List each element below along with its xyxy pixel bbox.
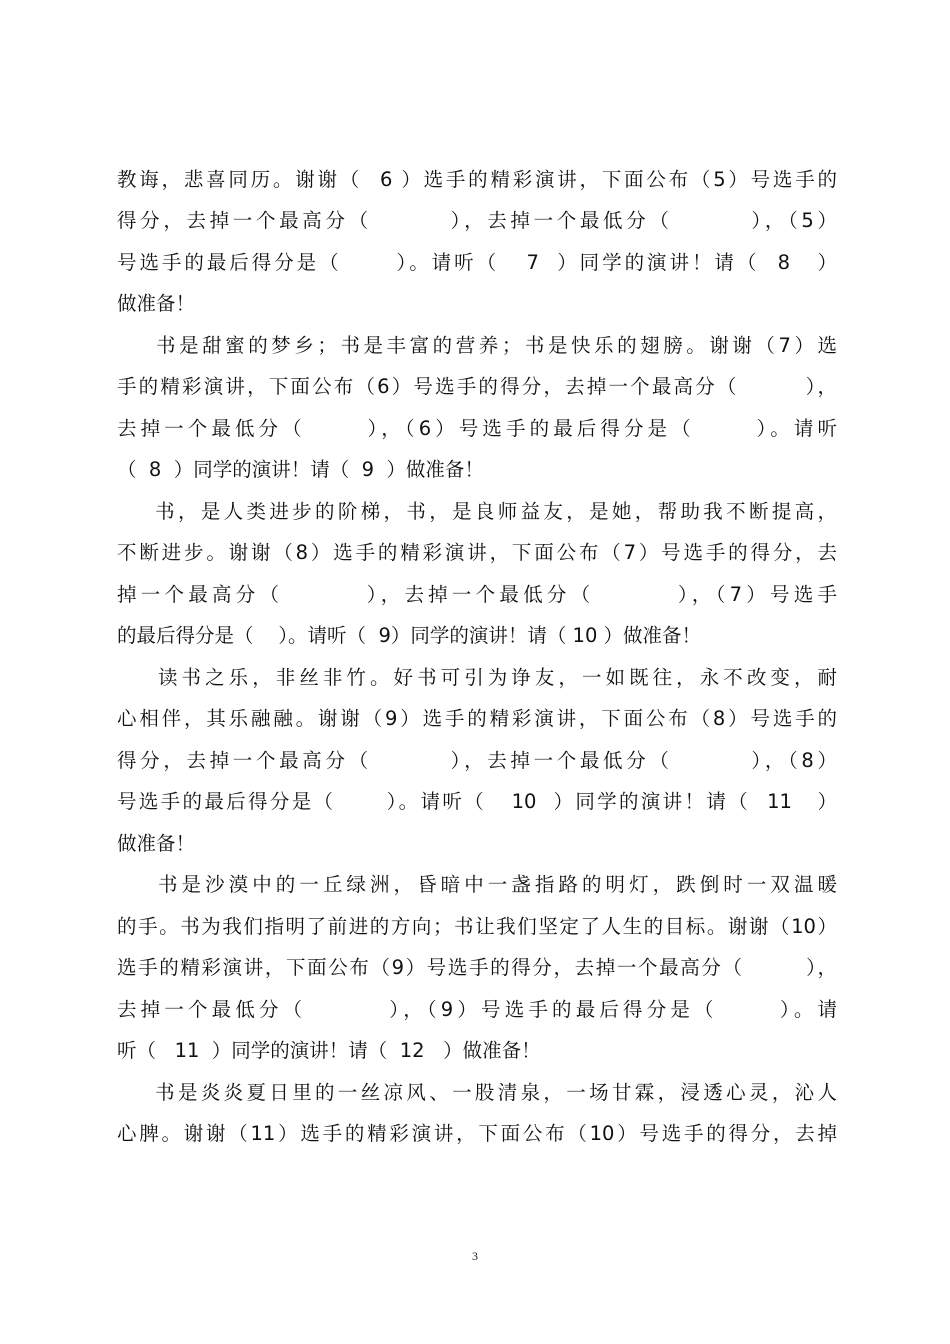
text-line: 做准备！	[117, 292, 196, 315]
text-line: 做准备！	[117, 832, 196, 855]
text-line: 号选手的最后得分是（ ）。请听（ 7 ）同学的演讲！请（ 8 ）	[117, 251, 837, 274]
text-line: 去掉一个最低分（ ），（9）号选手的最后得分是（ ）。请	[117, 998, 837, 1021]
text-line: 掉一个最高分（ ），去掉一个最低分（ ），（7）号选手	[117, 583, 837, 606]
text-line: 的最后得分是（ ）。请听（ 9）同学的演讲！请（ 10 ）做准备！	[117, 624, 702, 647]
text-line: 得分，去掉一个最高分（ ），去掉一个最低分（ ），（8）	[117, 749, 837, 772]
text-line: 去掉一个最低分（ ），（6）号选手的最后得分是（ ）。请听	[117, 417, 837, 440]
text-line: （ 8 ）同学的演讲！请（ 9 ）做准备！	[117, 458, 484, 481]
page-number: 3	[472, 1249, 478, 1263]
text-line: 的手。书为我们指明了前进的方向；书让我们坚定了人生的目标。谢谢（10）	[117, 915, 837, 938]
text-line: 读书之乐，非丝非竹。好书可引为诤友，一如既往，永不改变，耐	[117, 666, 837, 689]
text-line: 听（ 11 ）同学的演讲！请（ 12 ）做准备！	[117, 1039, 541, 1062]
text-line: 书是炎炎夏日里的一丝凉风、一股清泉，一场甘霖，浸透心灵，沁人	[117, 1081, 837, 1104]
text-line: 心脾。谢谢（11）选手的精彩演讲，下面公布（10）号选手的得分，去掉	[117, 1122, 837, 1145]
text-line: 教诲，悲喜同历。谢谢（ 6 ）选手的精彩演讲，下面公布（5）号选手的	[117, 168, 837, 191]
text-line: 书，是人类进步的阶梯，书，是良师益友，是她，帮助我不断提高，	[117, 500, 837, 523]
text-line: 选手的精彩演讲，下面公布（9）号选手的得分，去掉一个最高分（ ），	[117, 956, 837, 979]
text-line: 心相伴，其乐融融。谢谢（9）选手的精彩演讲，下面公布（8）号选手的	[117, 707, 837, 730]
text-line: 不断进步。谢谢（8）选手的精彩演讲，下面公布（7）号选手的得分，去	[117, 541, 837, 564]
text-line: 号选手的最后得分是（ ）。请听（ 10 ）同学的演讲！请（ 11 ）	[117, 790, 837, 813]
text-line: 手的精彩演讲，下面公布（6）号选手的得分，去掉一个最高分（ ），	[117, 375, 837, 398]
text-line: 书是甜蜜的梦乡；书是丰富的营养；书是快乐的翅膀。谢谢（7）选	[117, 334, 837, 357]
text-line: 得分，去掉一个最高分（ ），去掉一个最低分（ ），（5）	[117, 209, 837, 232]
text-line: 书是沙漠中的一丘绿洲，昏暗中一盏指路的明灯，跌倒时一双温暖	[117, 873, 837, 896]
